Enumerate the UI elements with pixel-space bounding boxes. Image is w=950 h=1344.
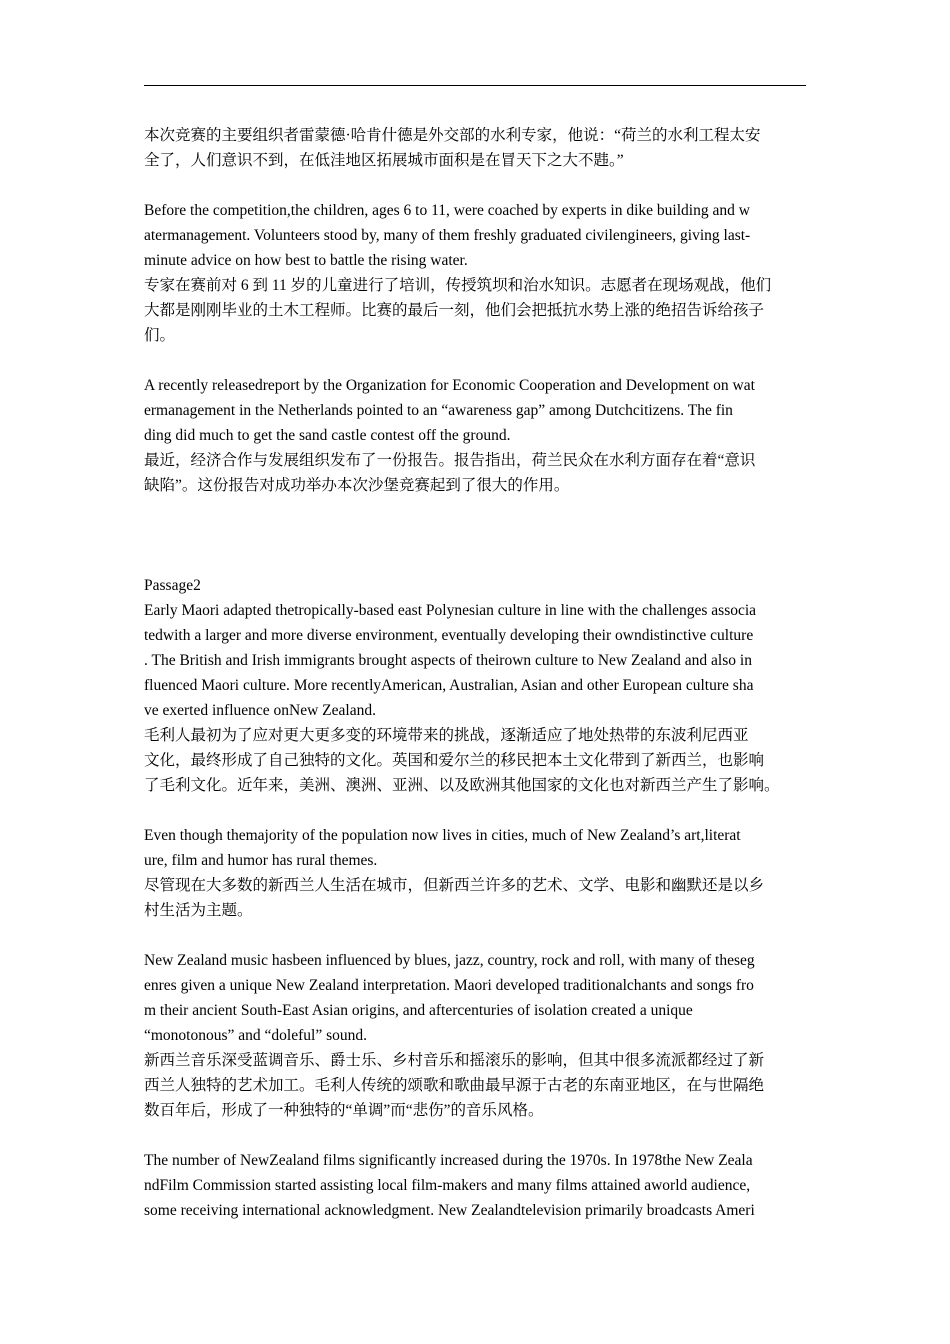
paragraph-spacer xyxy=(144,173,806,198)
text-line: “monotonous” and “doleful” sound. xyxy=(144,1027,367,1044)
text-line: 尽管现在大多数的新西兰人生活在城市，但新西兰许多的艺术、文学、电影和幽默还是以乡 xyxy=(144,877,765,894)
paragraph-spacer xyxy=(144,348,806,373)
text-line: 大都是刚刚毕业的土木工程师。比赛的最后一刻，他们会把抵抗水势上涨的绝招告诉给孩子 xyxy=(144,302,765,319)
text-line: ermanagement in the Netherlands pointed to an “awareness gap” among Dutchcitizens. The fin xyxy=(144,402,733,419)
text-line: ndFilm Commission started assisting local film-makers and many films attained aworld audience, xyxy=(144,1177,751,1194)
text-line: Before the competition,the children, ages 6 to 11, were coached by experts in dike building and w xyxy=(144,202,750,219)
text-line: 文化，最终形成了自己独特的文化。英国和爱尔兰的移民把本土文化带到了新西兰，也影响 xyxy=(144,752,765,769)
text-line: 西兰人独特的艺术加工。毛利人传统的颂歌和歌曲最早源于古老的东南亚地区，在与世隔绝 xyxy=(144,1077,765,1094)
paragraph xyxy=(144,573,806,798)
text-line: some receiving international acknowledgment. New Zealandtelevision primarily broadcasts Ameri xyxy=(144,1202,755,1219)
paragraph-spacer xyxy=(144,498,806,573)
text-line: 新西兰音乐深受蓝调音乐、爵士乐、乡村音乐和摇滚乐的影响，但其中很多流派都经过了新 xyxy=(144,1052,765,1069)
paragraph xyxy=(144,948,806,1123)
text-line: 们。 xyxy=(144,327,176,344)
document-body xyxy=(144,123,806,1223)
text-line: 了毛利文化。近年来，美洲、澳洲、亚洲、以及欧洲其他国家的文化也对新西兰产生了影响。 xyxy=(144,777,780,794)
text-line: fluenced Maori culture. More recentlyAmerican, Australian, Asian and other European culture sha xyxy=(144,677,754,694)
paragraph xyxy=(144,123,806,173)
text-line: New Zealand music hasbeen influenced by blues, jazz, country, rock and roll, with many of theseg xyxy=(144,952,755,969)
text-line: The number of NewZealand films significantly increased during the 1970s. In 1978the New Zeala xyxy=(144,1152,753,1169)
text-line: Passage2 xyxy=(144,577,201,594)
text-line: tedwith a larger and more diverse environment, eventually developing their owndistinctive culture xyxy=(144,627,754,644)
text-line: Even though themajority of the population now lives in cities, much of New Zealand’s art,literat xyxy=(144,827,741,844)
text-line: ve exerted influence onNew Zealand. xyxy=(144,702,376,719)
paragraph xyxy=(144,823,806,923)
text-line: 全了，人们意识不到，在低洼地区拓展城市面积是在冒天下之大不韪。” xyxy=(144,152,624,169)
text-line: m their ancient South-East Asian origins, and aftercenturies of isolation created a unique xyxy=(144,1002,693,1019)
paragraph xyxy=(144,373,806,498)
text-line: . The British and Irish immigrants brought aspects of theirown culture to New Zealand and also in xyxy=(144,652,752,669)
text-line: 最近，经济合作与发展组织发布了一份报告。报告指出，荷兰民众在水利方面存在着“意识 xyxy=(144,452,756,469)
text-line: 缺陷”。这份报告对成功举办本次沙堡竞赛起到了很大的作用。 xyxy=(144,477,570,494)
text-line: 村生活为主题。 xyxy=(144,902,253,919)
text-line: ure, film and humor has rural themes. xyxy=(144,852,378,869)
text-line: ding did much to get the sand castle contest off the ground. xyxy=(144,427,511,444)
text-line: A recently releasedreport by the Organization for Economic Cooperation and Development on wat xyxy=(144,377,755,394)
text-line: 本次竞赛的主要组织者雷蒙德·哈肯什德是外交部的水利专家，他说：“荷兰的水利工程太安 xyxy=(144,127,761,144)
paragraph-spacer xyxy=(144,923,806,948)
paragraph xyxy=(144,1148,806,1223)
text-line: minute advice on how best to battle the rising water. xyxy=(144,252,468,269)
text-line: 数百年后，形成了一种独特的“单调”而“悲伤”的音乐风格。 xyxy=(144,1102,544,1119)
text-line: atermanagement. Volunteers stood by, many of them freshly graduated civilengineers, giving last- xyxy=(144,227,751,244)
text-line: 毛利人最初为了应对更大更多变的环境带来的挑战，逐渐适应了地处热带的东波利尼西亚 xyxy=(144,727,749,744)
text-line: 专家在赛前对 6 到 11 岁的儿童进行了培训，传授筑坝和治水知识。志愿者在现场观战，他们 xyxy=(144,277,772,294)
header-rule xyxy=(144,85,806,86)
paragraph-spacer xyxy=(144,798,806,823)
paragraph xyxy=(144,198,806,348)
text-line: enres given a unique New Zealand interpretation. Maori developed traditionalchants and songs fro xyxy=(144,977,754,994)
text-line: Early Maori adapted thetropically-based east Polynesian culture in line with the challenges associa xyxy=(144,602,757,619)
paragraph-spacer xyxy=(144,1123,806,1148)
